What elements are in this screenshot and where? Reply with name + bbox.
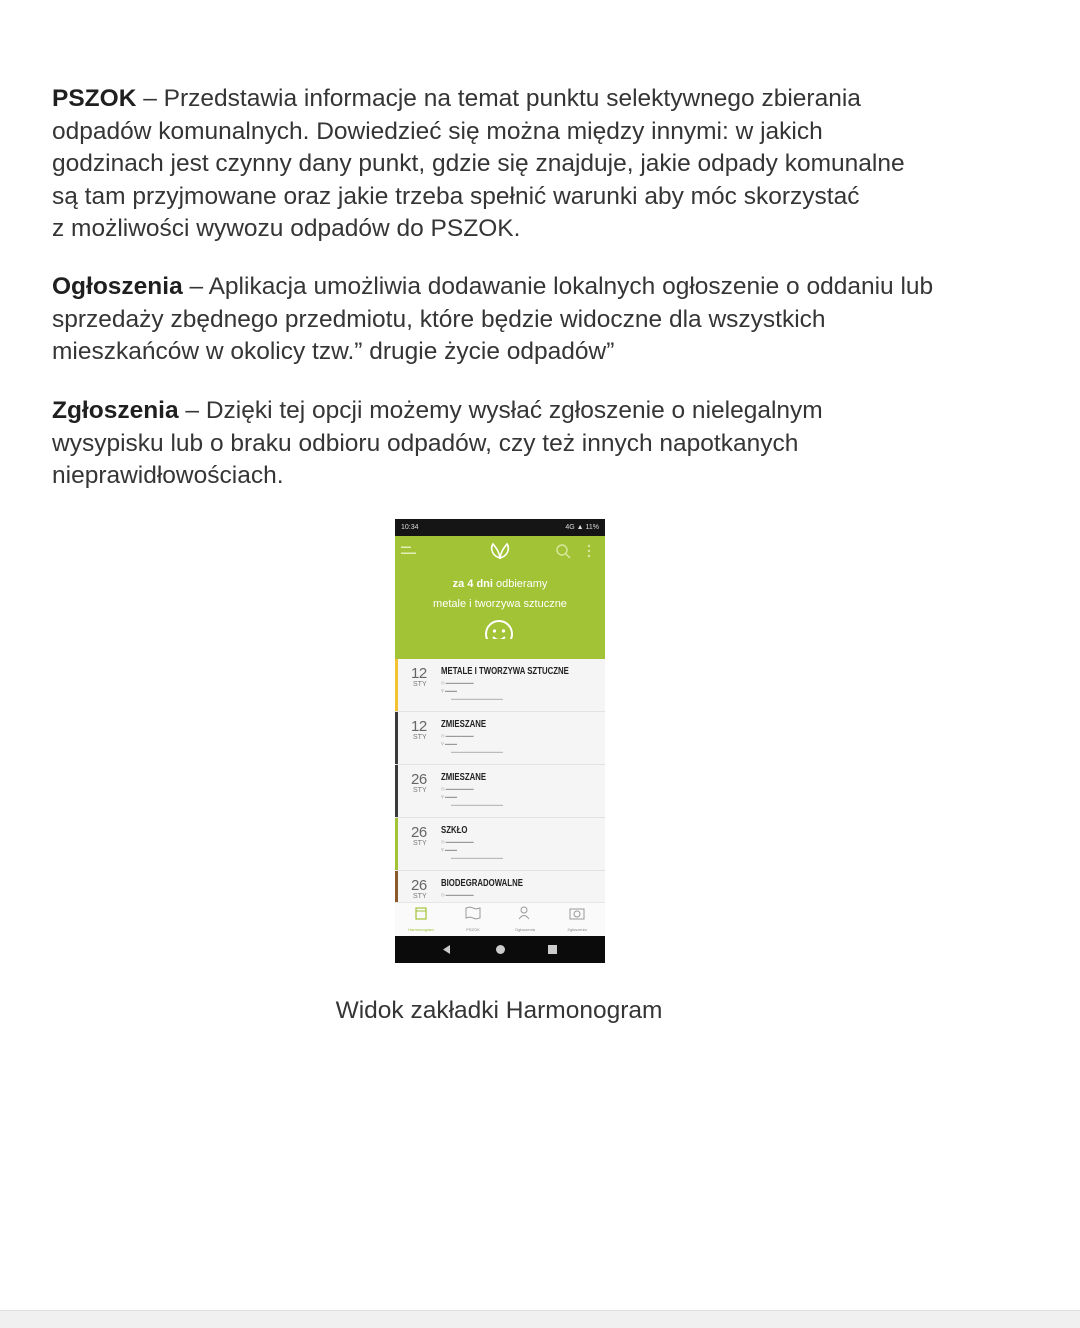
- android-nav-bar: [395, 936, 605, 963]
- waste-color-bar: [395, 712, 398, 764]
- list-item[interactable]: 26 STY ZMIESZANE ◷ ▬▬▬▬▬▬▬ ⚲ ▬▬▬ ▬▬▬▬▬▬▬▬▬▬▬▬▬: [395, 765, 605, 818]
- status-time: 10:34: [401, 524, 419, 531]
- more-menu-icon: [587, 544, 591, 558]
- bottom-scroll-strip: [0, 1310, 1080, 1328]
- search-icon: [555, 543, 571, 559]
- announcement-icon: [517, 906, 533, 920]
- home-icon[interactable]: [495, 944, 506, 955]
- list-item[interactable]: 26 STY SZKŁO ◷ ▬▬▬▬▬▬▬ ⚲ ▬▬▬ ▬▬▬▬▬▬▬▬▬▬▬▬▬: [395, 818, 605, 871]
- waste-color-bar: [395, 659, 398, 711]
- calendar-icon: [414, 906, 428, 920]
- phone-status-bar: [395, 519, 605, 536]
- status-indicators: 4G ▲ 11%: [565, 524, 599, 531]
- list-item[interactable]: 26 STY BIODEGRADOWALNE ◷ ▬▬▬▬▬▬▬: [395, 871, 605, 924]
- waste-color-bar: [395, 818, 398, 870]
- paragraph-zgloszenia: Zgłoszenia – Dzięki tej opcji możemy wysłać zgłoszenie o nielegalnym wysypisku lub o braku odbioru odpadów, czy też innych napotkanych nieprawidłowościach.: [52, 397, 823, 489]
- location-label: ▬▬ ▬▬▬: [401, 544, 416, 556]
- list-item[interactable]: 12 STY ZMIESZANE ◷ ▬▬▬▬▬▬▬ ⚲ ▬▬▬ ▬▬▬▬▬▬▬▬▬▬▬▬▬: [395, 712, 605, 765]
- recent-apps-icon[interactable]: [548, 945, 557, 954]
- term-ogloszenia: Ogłoszenia: [52, 273, 183, 300]
- term-pszok: PSZOK: [52, 85, 137, 112]
- paragraph-ogloszenia: Ogłoszenia – Aplikacja umożliwia dodawanie lokalnych ogłoszenie o oddaniu lub sprzedaży zbędnego przedmiotu, które będzie widoczne dla wszystkich mieszkańców w okolicy tzw.” drugie życie odpadów”: [52, 273, 934, 365]
- camera-icon: [569, 906, 585, 920]
- paragraph-pszok: PSZOK – Przedstawia informacje na temat punktu selektywnego zbierania odpadów komunalnych. Dowiedzieć się można między innymi: w jakich godzinach jest czynny dany punkt, gdzie się znajduje, jakie odpady komunalne są tam przyjmowane oraz jakie trzeba spełnić warunki aby móc skorzystać z możliwości wywozu odpadów do PSZOK.: [52, 85, 905, 242]
- app-screenshot: [395, 519, 605, 963]
- bottom-tab-bar: [395, 902, 605, 937]
- list-item[interactable]: 12 STY METALE I TWORZYWA SZTUCZNE ◷ ▬▬▬▬▬▬▬ ⚲ ▬▬▬ ▬▬▬▬▬▬▬▬▬▬▬▬▬: [395, 659, 605, 712]
- figure-caption: Widok zakładki Harmonogram: [335, 997, 663, 1024]
- tab-pszok[interactable]: PSZOK: [447, 906, 499, 932]
- term-zgloszenia: Zgłoszenia: [52, 397, 179, 424]
- tab-harmonogram[interactable]: Harmonogram: [395, 906, 447, 932]
- tab-zgloszenia[interactable]: Zgłoszenia: [551, 906, 603, 932]
- waste-color-bar: [395, 765, 398, 817]
- next-pickup-info: za 4 dni odbieramy metale i tworzywa sztuczne: [433, 578, 567, 610]
- leaf-logo-icon: [487, 542, 513, 560]
- map-icon: [465, 906, 481, 920]
- back-icon[interactable]: [443, 945, 451, 954]
- tab-ogloszenia[interactable]: Ogłoszenia: [499, 906, 551, 932]
